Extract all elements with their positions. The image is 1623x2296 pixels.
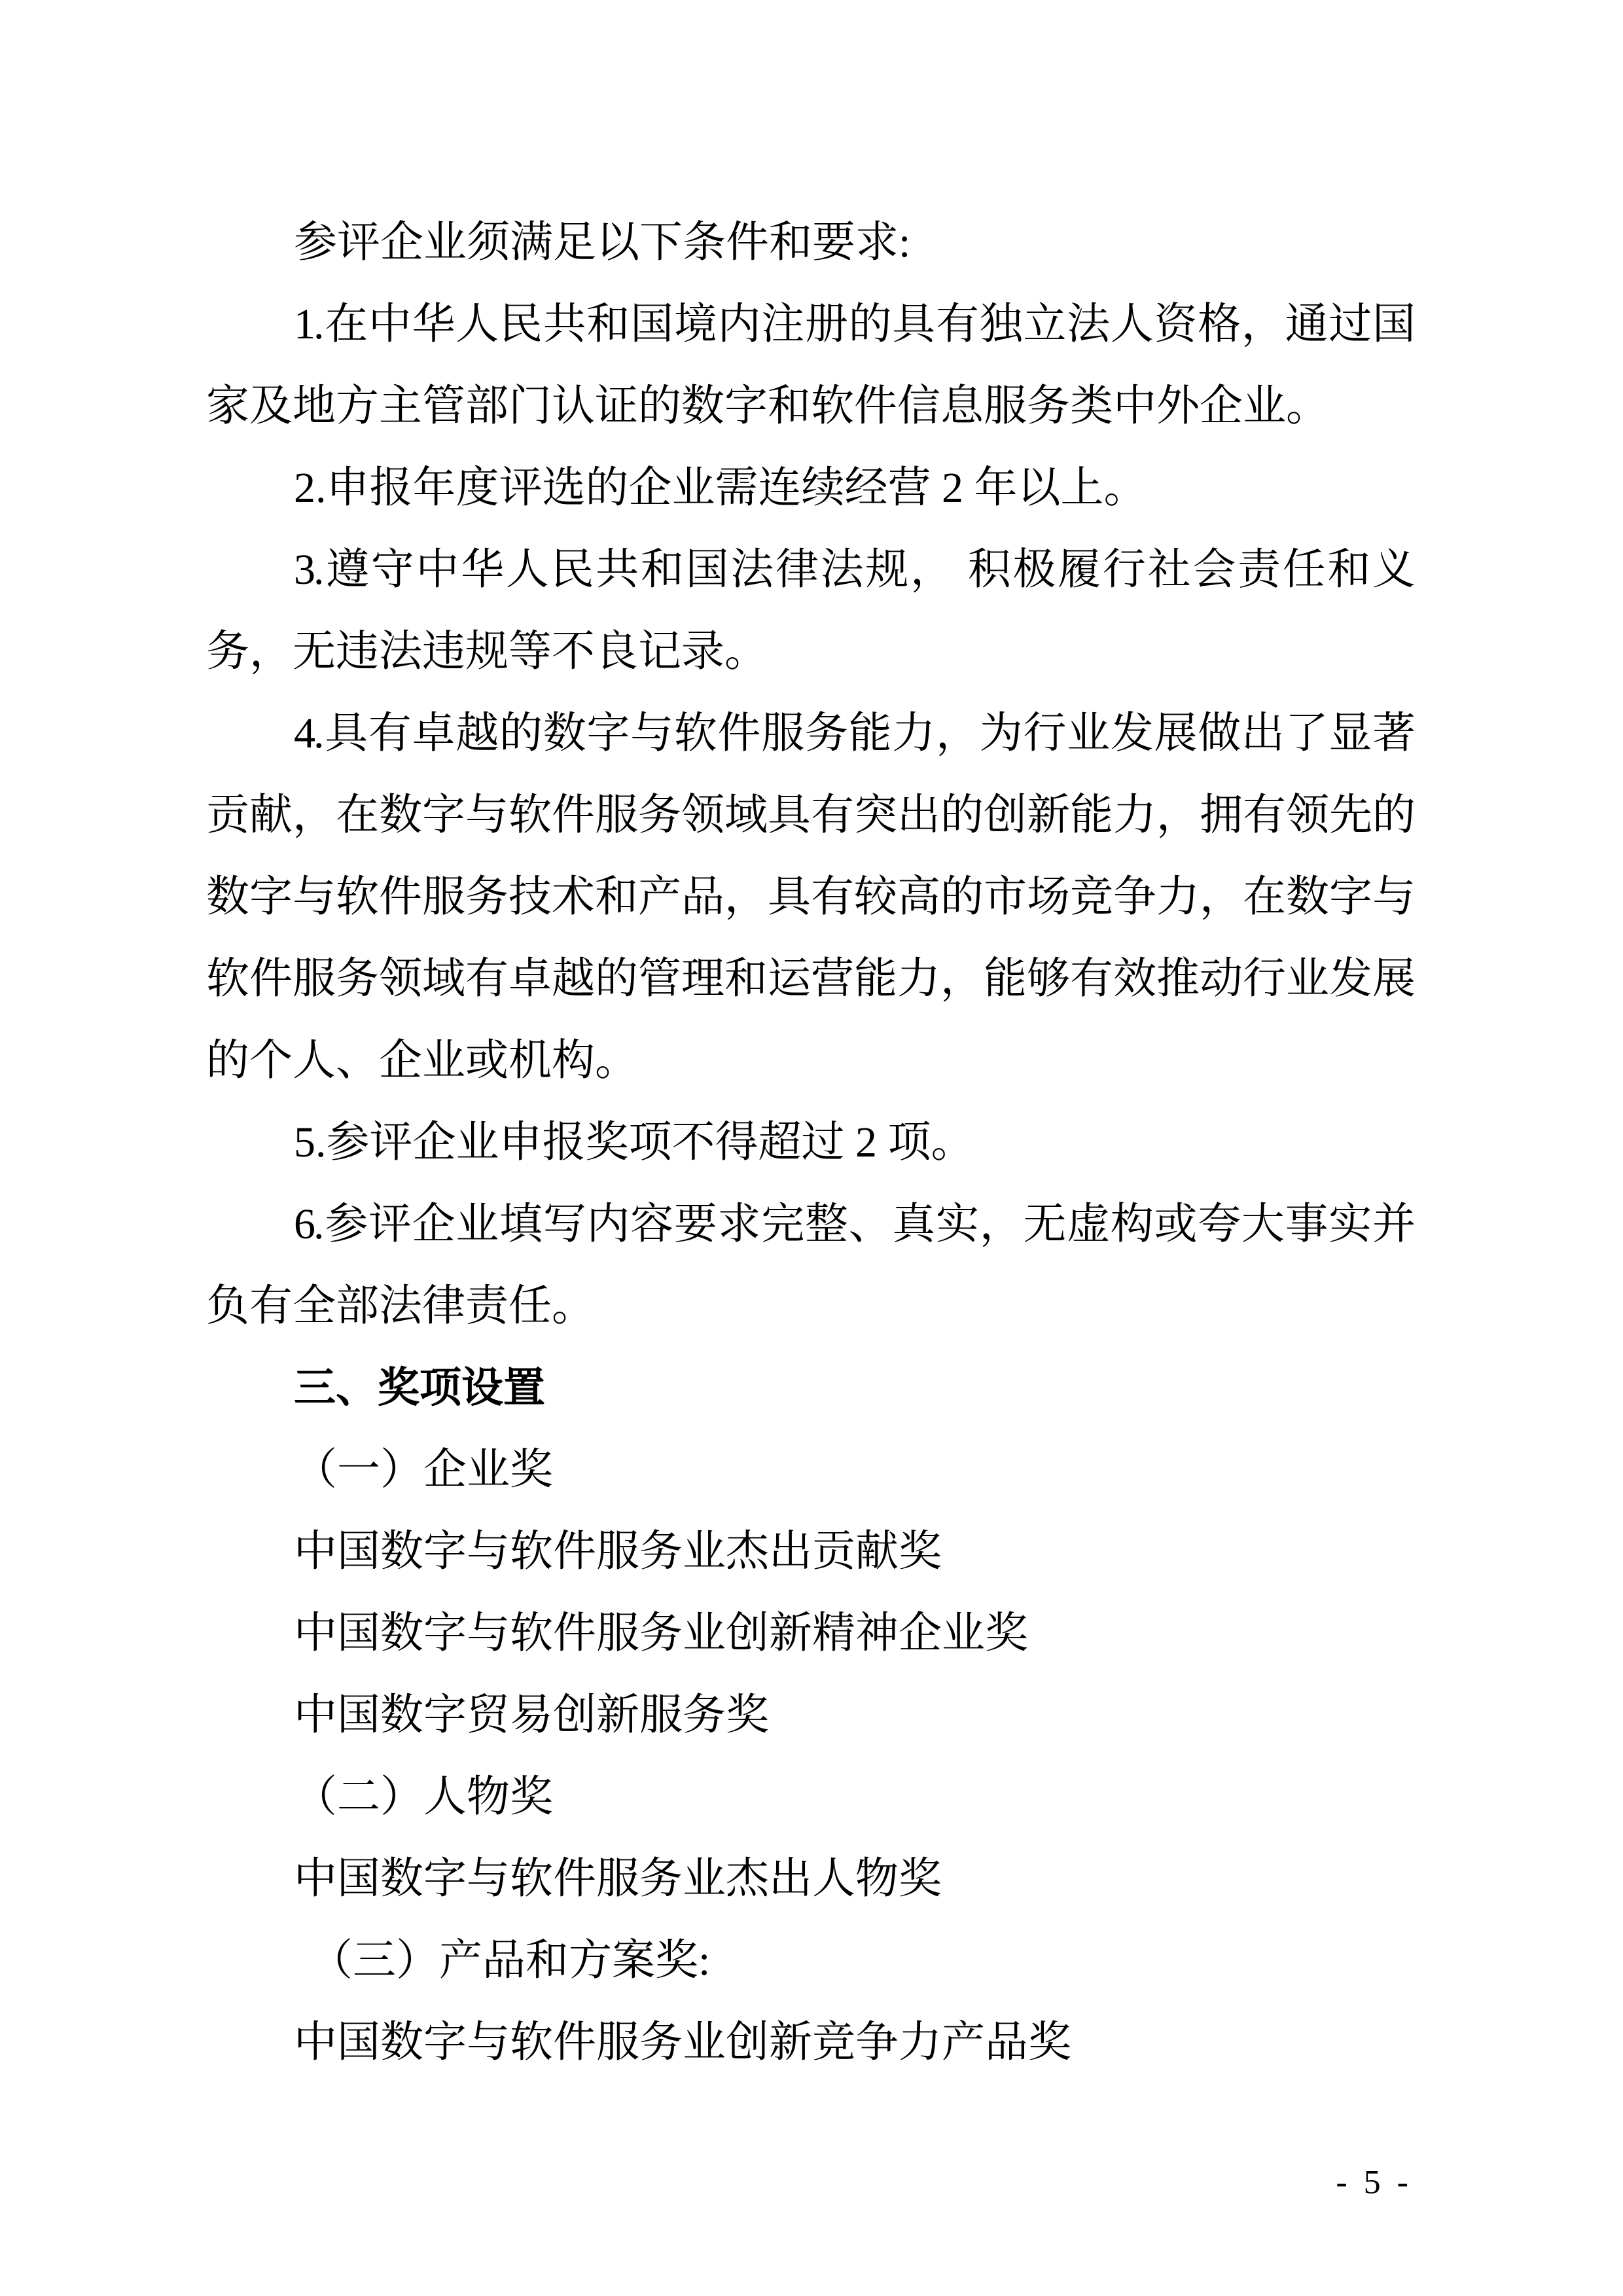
award-company-2: 中国数字与软件服务业创新精神企业奖 (294, 1609, 1028, 1657)
item6-line2: 负有全部法律责任。 (206, 1282, 595, 1330)
item4-line4: 软件服务领域有卓越的管理和运营能力，能够有效推动行业发展 (206, 955, 1414, 1003)
item2-line: 2.申报年度评选的企业需连续经营 2 年以上。 (294, 464, 1147, 512)
award-product-1: 中国数字与软件服务业创新竞争力产品奖 (294, 2018, 1071, 2066)
page-number: - 5 - (1336, 2164, 1412, 2201)
section3-heading: 三、奖项设置 (294, 1364, 545, 1411)
subsection3-heading: （三）产品和方案奖: (310, 1937, 711, 1984)
item1-line1: 1.在中华人民共和国境内注册的具有独立法人资格，通过国 (294, 300, 1414, 348)
item4-line2: 贡献，在数字与软件服务领域具有突出的创新能力，拥有领先的 (206, 791, 1414, 839)
intro-line: 参评企业须满足以下条件和要求: (294, 219, 911, 266)
subsection1-heading: （一）企业奖 (294, 1446, 553, 1494)
subsection2-heading: （二）人物奖 (294, 1773, 553, 1821)
item6-line1: 6.参评企业填写内容要求完整、真实，无虚构或夸大事实并 (294, 1200, 1414, 1248)
item5-line: 5.参评企业申报奖项不得超过 2 项。 (294, 1119, 974, 1166)
award-person-1: 中国数字与软件服务业杰出人物奖 (294, 1855, 942, 1903)
award-company-3: 中国数字贸易创新服务奖 (294, 1691, 769, 1739)
item3-line2: 务，无违法违规等不良记录。 (206, 628, 768, 675)
item4-line3: 数字与软件服务技术和产品，具有较高的市场竞争力，在数字与 (206, 873, 1414, 921)
item1-line2: 家及地方主管部门认证的数字和软件信息服务类中外企业。 (206, 382, 1329, 430)
item3-line1: 3.遵守中华人民共和国法律法规， 积极履行社会责任和义 (294, 546, 1414, 594)
item4-line1: 4.具有卓越的数字与软件服务能力，为行业发展做出了显著 (294, 709, 1414, 757)
award-company-1: 中国数字与软件服务业杰出贡献奖 (294, 1528, 942, 1575)
item4-line5: 的个人、企业或机构。 (206, 1037, 638, 1085)
document-body (206, 202, 1414, 2083)
